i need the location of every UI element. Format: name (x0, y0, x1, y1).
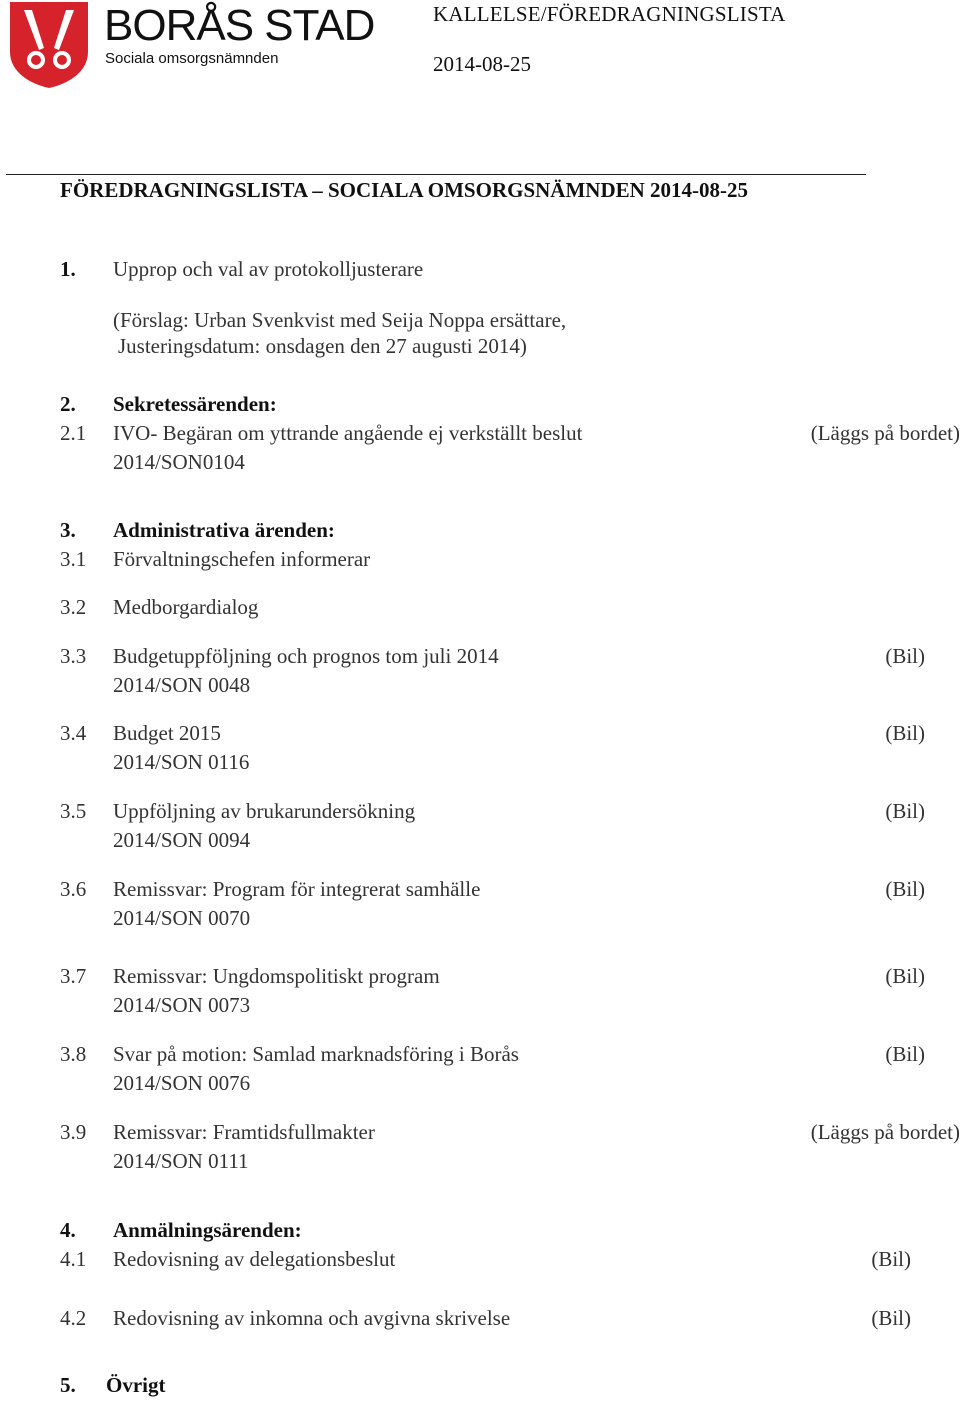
document-type: KALLELSE/FÖREDRAGNINGSLISTA (433, 2, 786, 26)
item-tag: (Bil) (885, 877, 925, 901)
item-reference: 2014/SON0104 (113, 450, 245, 474)
item-number: 3.3 (60, 644, 87, 668)
section-heading: Anmälningsärenden: (113, 1218, 302, 1242)
item-tag: (Bil) (871, 1247, 911, 1271)
item-title: Medborgardialog (113, 595, 259, 619)
item-number: 3.8 (60, 1042, 87, 1066)
section-number: 1. (60, 257, 76, 281)
item-number: 3.2 (60, 595, 87, 619)
section-title: Upprop och val av protokolljusterare (113, 257, 424, 281)
item-title: Förvaltningschefen informerar (113, 547, 371, 571)
item-reference: 2014/SON 0116 (113, 750, 250, 774)
document-date: 2014-08-25 (433, 52, 531, 76)
item-title: Budgetuppföljning och prognos tom juli 2014 (113, 644, 499, 668)
item-tag: (Läggs på bordet) (810, 421, 960, 445)
page-title: FÖREDRAGNINGSLISTA – SOCIALA OMSORGSNÄMNDEN 2014-08-25 (60, 178, 749, 202)
item-tag: (Läggs på bordet) (810, 1120, 960, 1144)
item-reference: 2014/SON 0076 (113, 1071, 251, 1095)
item-tag: (Bil) (871, 1306, 911, 1330)
section-note: Justeringsdatum: onsdagen den 27 augusti 2014) (118, 334, 527, 358)
section-number: 4. (60, 1218, 76, 1242)
boras-stad-logo (6, 0, 375, 90)
item-tag: (Bil) (885, 799, 925, 823)
item-tag: (Bil) (885, 1042, 925, 1066)
item-reference: 2014/SON 0048 (113, 673, 251, 697)
item-title: Svar på motion: Samlad marknadsföring i Borås (113, 1042, 519, 1066)
item-tag: (Bil) (885, 721, 925, 745)
item-title: Redovisning av delegationsbeslut (113, 1247, 396, 1271)
item-number: 3.7 (60, 964, 87, 988)
section-number: 3. (60, 518, 76, 542)
item-number: 3.1 (60, 547, 87, 571)
item-reference: 2014/SON 0070 (113, 906, 251, 930)
item-number: 3.6 (60, 877, 87, 901)
section-note: (Förslag: Urban Svenkvist med Seija Noppa ersättare, (113, 308, 567, 332)
item-reference: 2014/SON 0111 (113, 1149, 249, 1173)
item-number: 4.2 (60, 1306, 87, 1330)
item-title: Remissvar: Program för integrerat samhälle (113, 877, 481, 901)
section-number: 2. (60, 392, 76, 416)
section-heading: Sekretessärenden: (113, 392, 277, 416)
section-heading: Administrativa ärenden: (113, 518, 335, 542)
item-number: 4.1 (60, 1247, 87, 1271)
section-number: 5. (60, 1373, 76, 1397)
section-heading: Övrigt (106, 1373, 166, 1397)
item-tag: (Bil) (885, 964, 925, 988)
header-divider (6, 174, 866, 175)
item-title: Uppföljning av brukarundersökning (113, 799, 416, 823)
item-number: 3.9 (60, 1120, 87, 1144)
item-reference: 2014/SON 0094 (113, 828, 251, 852)
logo-subtitle: Sociala omsorgsnämnden (105, 50, 279, 67)
item-title: Budget 2015 (113, 721, 221, 745)
item-title: Remissvar: Framtidsfullmakter (113, 1120, 375, 1144)
item-tag: (Bil) (885, 644, 925, 668)
item-reference: 2014/SON 0073 (113, 993, 251, 1017)
item-title: Redovisning av inkomna och avgivna skrivelse (113, 1306, 511, 1330)
item-number: 2.1 (60, 421, 87, 445)
item-number: 3.5 (60, 799, 87, 823)
item-title: IVO- Begäran om yttrande angående ej verkställt beslut (113, 421, 583, 445)
coat-of-arms-icon (6, 0, 96, 90)
logo-title: BORÅS STAD (104, 1, 375, 50)
item-title: Remissvar: Ungdomspolitiskt program (113, 964, 440, 988)
item-number: 3.4 (60, 721, 87, 745)
